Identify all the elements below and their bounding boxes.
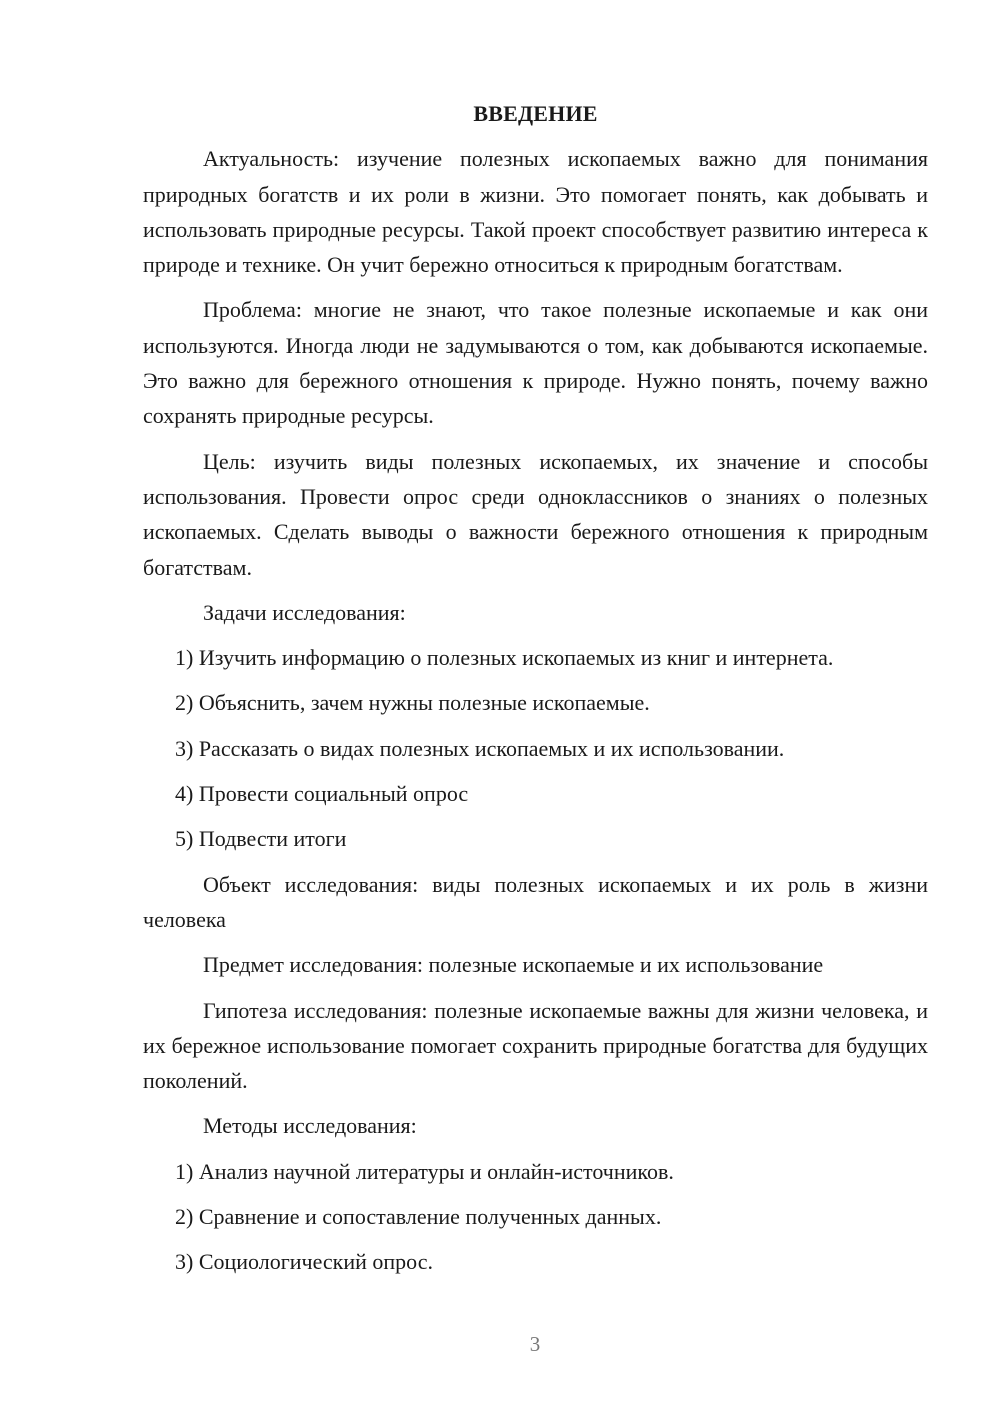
task-item-2: 2) Объяснить, зачем нужны полезные ископаемые. bbox=[175, 690, 650, 716]
task-item-5: 5) Подвести итоги bbox=[175, 826, 347, 852]
task-item-1: 1) Изучить информацию о полезных ископаемых из книг и интернета. bbox=[175, 645, 834, 671]
page-content bbox=[143, 96, 928, 1290]
page-title: ВВЕДЕНИЕ bbox=[473, 101, 598, 126]
object-paragraph: Объект исследования: виды полезных ископаемых и их роль в жизни человека bbox=[143, 871, 928, 932]
relevance-paragraph: Актуальность: изучение полезных ископаемых важно для понимания природных богатств и их роли в жизни. Это помогает понять, как добывать и использовать природные ресурсы. Такой проект способствует развитию интереса к природе и технике. Он учит бережно относиться к природным богатствам. bbox=[143, 146, 928, 278]
goal-paragraph: Цель: изучить виды полезных ископаемых, их значение и способы использования. Провести опрос среди одноклассников о знаниях о полезных ископаемых. Сделать выводы о важности бережного отношения к природным богатствам. bbox=[143, 448, 928, 580]
tasks-heading: Задачи исследования: bbox=[203, 599, 406, 625]
methods-heading: Методы исследования: bbox=[203, 1113, 417, 1139]
problem-paragraph: Проблема: многие не знают, что такое полезные ископаемые и как они используются. Иногда люди не задумываются о том, как добываются ископаемые. Это важно для бережного отношения к природе. Нужно понять, почему важно сохранять природные ресурсы. bbox=[143, 297, 928, 429]
page-number: 3 bbox=[529, 1332, 541, 1356]
subject-paragraph: Предмет исследования: полезные ископаемые и их использование bbox=[203, 952, 824, 978]
method-item-2: 2) Сравнение и сопоставление полученных данных. bbox=[175, 1204, 662, 1230]
method-item-3: 3) Социологический опрос. bbox=[175, 1249, 433, 1275]
task-item-3: 3) Рассказать о видах полезных ископаемых и их использовании. bbox=[175, 735, 785, 761]
method-item-1: 1) Анализ научной литературы и онлайн-источников. bbox=[175, 1158, 674, 1184]
hypothesis-paragraph: Гипотеза исследования: полезные ископаемые важны для жизни человека, и их бережное использование помогает сохранить природные богатства для будущих поколений. bbox=[143, 997, 928, 1094]
task-item-4: 4) Провести социальный опрос bbox=[175, 781, 469, 807]
